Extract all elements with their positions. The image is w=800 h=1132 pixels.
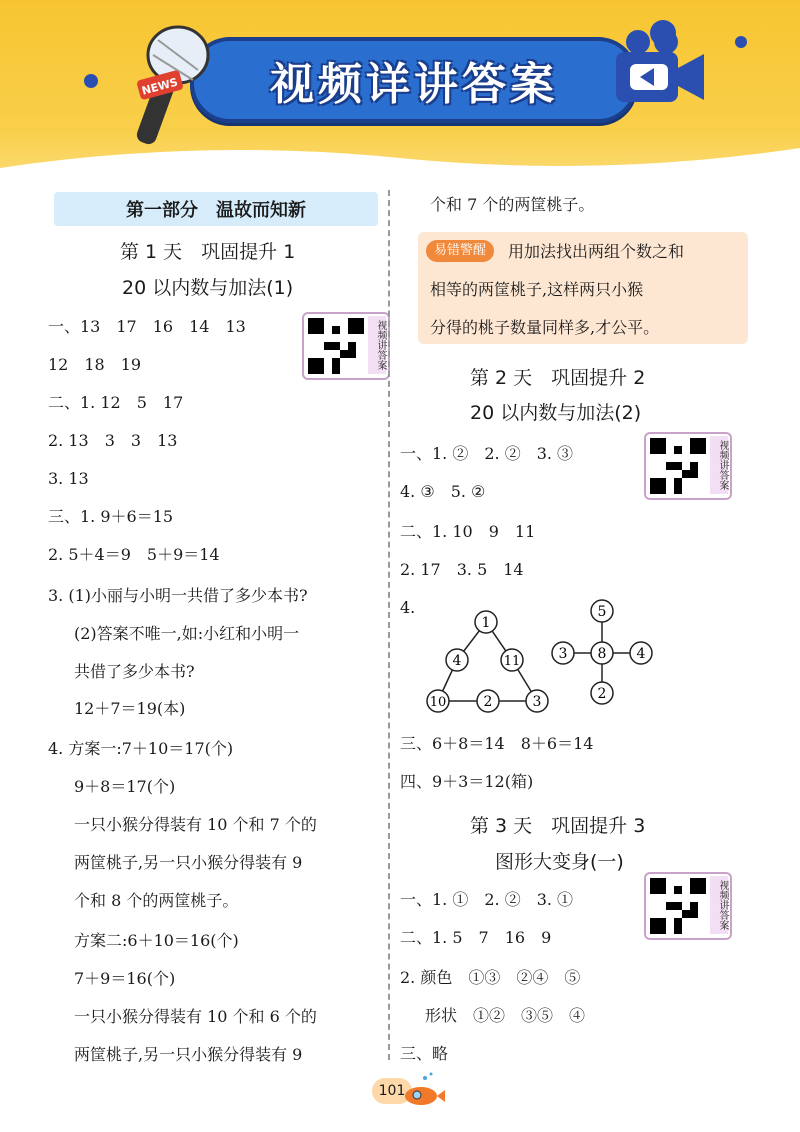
answer-line: 两筐桃子,另一只小猴分得装有 9 xyxy=(74,1045,303,1064)
answer-line: 2. 17 3. 5 14 xyxy=(400,560,524,579)
decor-dot xyxy=(735,36,747,48)
svg-text:8: 8 xyxy=(597,646,607,662)
answer-line: 两筐桃子,另一只小猴分得装有 9 xyxy=(74,853,303,872)
cross-node xyxy=(591,600,613,622)
answer-line: 3. 13 xyxy=(48,469,89,488)
svg-text:NEWS: NEWS xyxy=(140,75,180,98)
answer-line: 三、1. 9＋6＝15 xyxy=(48,507,174,526)
answer-line: 12＋7＝19(本) xyxy=(74,699,186,718)
answer-line: 一只小猴分得装有 10 个和 6 个的 xyxy=(74,1007,317,1026)
tip-badge: 易错警醒 xyxy=(426,240,494,262)
answer-line: 四、9＋3＝12(箱) xyxy=(400,772,534,791)
qr-code[interactable] xyxy=(302,312,390,380)
svg-text:11: 11 xyxy=(503,654,521,669)
answer-line: (2)答案不唯一,如:小红和小明一 xyxy=(74,624,300,643)
answer-line: 三、6＋8＝14 8＋6＝14 xyxy=(400,734,594,753)
answer-line: 2. 13 3 3 13 xyxy=(48,431,178,450)
column-divider xyxy=(388,190,390,1060)
triangle-diagram xyxy=(420,600,560,720)
day3-title: 第 3 天 巩固提升 3 xyxy=(470,815,646,837)
answer-line: 2. 5＋4＝9 5＋9＝14 xyxy=(48,545,220,564)
submarine-icon xyxy=(395,1070,445,1110)
triangle-node xyxy=(477,690,499,712)
answer-line: 一、1. ① 2. ② 3. ① xyxy=(400,890,574,909)
day1-subtitle: 20 以内数与加法(1) xyxy=(122,277,294,299)
answer-line: 个和 7 个的两筐桃子。 xyxy=(430,195,595,214)
answer-line: 9＋8＝17(个) xyxy=(74,777,176,796)
cross-node xyxy=(552,642,574,664)
answer-line: 个和 8 个的两筐桃子。 xyxy=(74,891,239,910)
cross-node xyxy=(630,642,652,664)
section-title: 第一部分 温故而知新 xyxy=(54,192,378,226)
cross-node xyxy=(591,642,613,664)
answer-line: 7＋9＝16(个) xyxy=(74,969,176,988)
triangle-node xyxy=(427,690,449,712)
day2-subtitle: 20 以内数与加法(2) xyxy=(470,402,642,424)
triangle-node xyxy=(446,649,468,671)
svg-text:4: 4 xyxy=(636,646,646,662)
answer-line: 4. ③ 5. ② xyxy=(400,482,486,501)
triangle-node xyxy=(501,649,523,671)
qr-code-icon xyxy=(650,878,706,934)
qr-label: 视频讲答案 xyxy=(710,876,728,934)
qr-label: 视频讲答案 xyxy=(368,316,386,374)
decor-dot xyxy=(84,74,98,88)
answer-line: 二、1. 5 7 16 9 xyxy=(400,928,552,947)
qr-code[interactable] xyxy=(644,872,732,940)
answer-line: 3. (1)小丽与小明一共借了多少本书? xyxy=(48,586,308,605)
qr-code[interactable] xyxy=(644,432,732,500)
day2-title: 第 2 天 巩固提升 2 xyxy=(470,367,646,389)
answer-line: 二、1. 12 5 17 xyxy=(48,393,184,412)
tip-text: 相等的两筐桃子,这样两只小猴 xyxy=(430,280,644,299)
day3-subtitle: 图形大变身(一) xyxy=(495,851,624,873)
answer-line: 一、1. ② 2. ② 3. ③ xyxy=(400,444,574,463)
qr-label: 视频讲答案 xyxy=(710,436,728,494)
answer-line: 二、1. 10 9 11 xyxy=(400,522,536,541)
svg-text:10: 10 xyxy=(429,695,447,710)
svg-text:3: 3 xyxy=(532,694,542,710)
svg-text:4: 4 xyxy=(452,653,462,669)
triangle-node xyxy=(475,611,497,633)
answer-line: 12 18 19 xyxy=(48,355,142,374)
svg-text:2: 2 xyxy=(483,694,493,710)
answer-line: 4. 方案一:7＋10＝17(个) xyxy=(48,739,234,758)
day1-title: 第 1 天 巩固提升 1 xyxy=(120,241,296,263)
answer-line: 一、13 17 16 14 13 xyxy=(48,317,246,336)
svg-text:2: 2 xyxy=(597,686,607,702)
answer-line: 一只小猴分得装有 10 个和 7 个的 xyxy=(74,815,317,834)
svg-text:3: 3 xyxy=(558,646,568,662)
answer-line: 形状 ①② ③⑤ ④ xyxy=(425,1006,586,1025)
answer-line: 三、略 xyxy=(400,1044,449,1063)
microphone-icon xyxy=(108,20,218,150)
video-camera-icon xyxy=(608,28,708,112)
answer-line: 方案二:6＋10＝16(个) xyxy=(74,931,239,950)
qr-code-icon xyxy=(650,438,706,494)
banner-title: 视频详讲答案 xyxy=(270,59,558,110)
svg-text:5: 5 xyxy=(597,604,607,620)
tip-text: 分得的桃子数量同样多,才公平。 xyxy=(430,318,660,337)
qr-code-icon xyxy=(308,318,364,374)
page-number: 101 xyxy=(372,1078,412,1104)
cross-node xyxy=(591,682,613,704)
answer-line: 共借了多少本书? xyxy=(74,662,195,681)
answer-line: 2. 颜色 ①③ ②④ ⑤ xyxy=(400,968,581,987)
answer-line: 4. xyxy=(400,598,416,617)
svg-text:1: 1 xyxy=(481,615,491,631)
tip-text: 用加法找出两组个数之和 xyxy=(508,242,685,261)
cross-diagram xyxy=(545,595,665,715)
